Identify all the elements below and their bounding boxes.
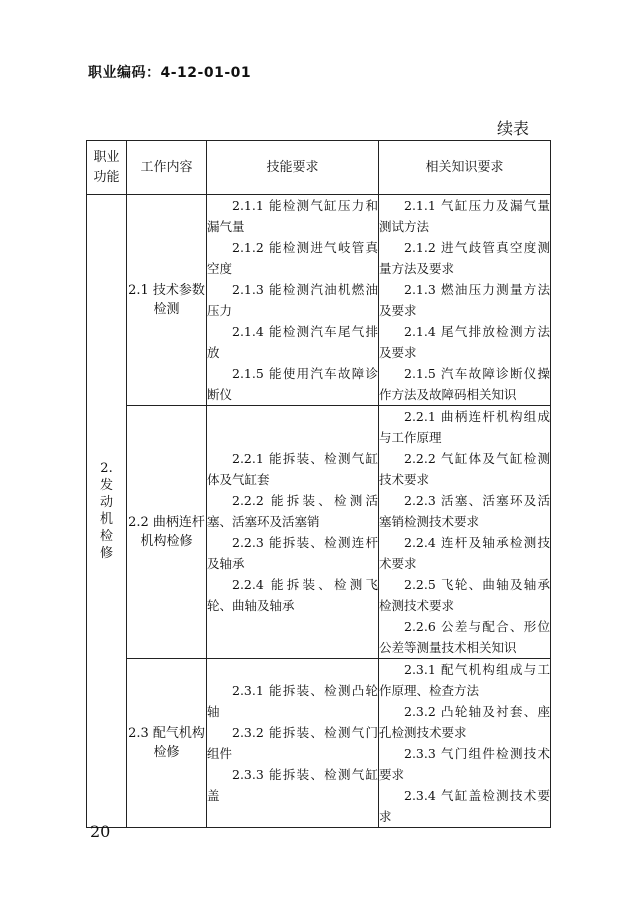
skill-cell bbox=[207, 659, 379, 828]
skill-item: 2.2.2 能拆装、检测活塞、活塞环及活塞销 bbox=[207, 493, 378, 529]
work-content-cell: 2.3 配气机构检修 bbox=[127, 659, 207, 828]
knowledge-item: 2.2.2 气缸体及气缸检测技术要求 bbox=[379, 451, 550, 487]
page-number: 20 bbox=[90, 822, 111, 841]
table-row bbox=[87, 406, 551, 659]
knowledge-item: 2.2.6 公差与配合、形位公差等测量技术相关知识 bbox=[379, 619, 550, 655]
skill-item: 2.2.4 能拆装、检测飞轮、曲轴及轴承 bbox=[207, 577, 378, 613]
function-cell bbox=[87, 195, 127, 828]
skill-item: 2.3.1 能拆装、检测凸轮轴 bbox=[207, 683, 378, 719]
skill-item: 2.1.2 能检测进气岐管真空度 bbox=[207, 240, 378, 276]
skill-item: 2.3.3 能拆装、检测气缸盖 bbox=[207, 767, 378, 803]
skill-item: 2.1.5 能使用汽车故障诊断仪 bbox=[207, 366, 378, 402]
header-knowledge-requirements: 相关知识要求 bbox=[379, 141, 551, 195]
knowledge-item: 2.2.1 曲柄连杆机构组成与工作原理 bbox=[379, 409, 550, 445]
skill-item: 2.1.1 能检测气缸压力和漏气量 bbox=[207, 198, 378, 234]
knowledge-cell bbox=[379, 195, 551, 406]
skill-cell bbox=[207, 195, 379, 406]
skill-item: 2.3.2 能拆装、检测气门组件 bbox=[207, 725, 378, 761]
table-row bbox=[87, 659, 551, 828]
knowledge-item: 2.3.2 凸轮轴及衬套、座孔检测技术要求 bbox=[379, 704, 550, 740]
knowledge-cell bbox=[379, 406, 551, 659]
header-function bbox=[87, 141, 127, 195]
knowledge-item: 2.2.5 飞轮、曲轴及轴承检测技术要求 bbox=[379, 577, 550, 613]
skills-table bbox=[86, 140, 551, 828]
skill-item: 2.1.4 能检测汽车尾气排放 bbox=[207, 324, 378, 360]
skill-item: 2.2.3 能拆装、检测连杆及轴承 bbox=[207, 535, 378, 571]
knowledge-item: 2.2.3 活塞、活塞环及活塞销检测技术要求 bbox=[379, 493, 550, 529]
knowledge-item: 2.3.4 气缸盖检测技术要求 bbox=[379, 788, 550, 824]
skill-item: 2.2.1 能拆装、检测气缸体及气缸套 bbox=[207, 451, 378, 487]
knowledge-item: 2.1.5 汽车故障诊断仪操作方法及故障码相关知识 bbox=[379, 366, 550, 402]
knowledge-item: 2.1.4 尾气排放检测方法及要求 bbox=[379, 324, 550, 360]
table-row bbox=[87, 195, 551, 406]
skill-cell bbox=[207, 406, 379, 659]
occupation-code: 职业编码：4-12-01-01 bbox=[88, 65, 252, 81]
header-skill-requirements: 技能要求 bbox=[207, 141, 379, 195]
work-content-cell: 2.1 技术参数检测 bbox=[127, 195, 207, 406]
header-function-label: 职业 功能 bbox=[93, 149, 120, 185]
knowledge-item: 2.3.1 配气机构组成与工作原理、检查方法 bbox=[379, 662, 550, 698]
work-content-cell: 2.2 曲柄连杆机构检修 bbox=[127, 406, 207, 659]
skill-item: 2.1.3 能检测汽油机燃油压力 bbox=[207, 282, 378, 318]
knowledge-item: 2.1.3 燃油压力测量方法及要求 bbox=[379, 282, 550, 318]
function-label: 2. 发 动 机 检 修 bbox=[99, 461, 113, 561]
knowledge-item: 2.2.4 连杆及轴承检测技术要求 bbox=[379, 535, 550, 571]
continued-label: 续表 bbox=[497, 119, 530, 138]
knowledge-item: 2.1.2 进气歧管真空度测量方法及要求 bbox=[379, 240, 550, 276]
header-work-content: 工作内容 bbox=[127, 141, 207, 195]
knowledge-item: 2.3.3 气门组件检测技术要求 bbox=[379, 746, 550, 782]
knowledge-item: 2.1.1 气缸压力及漏气量测试方法 bbox=[379, 198, 550, 234]
knowledge-cell bbox=[379, 659, 551, 828]
